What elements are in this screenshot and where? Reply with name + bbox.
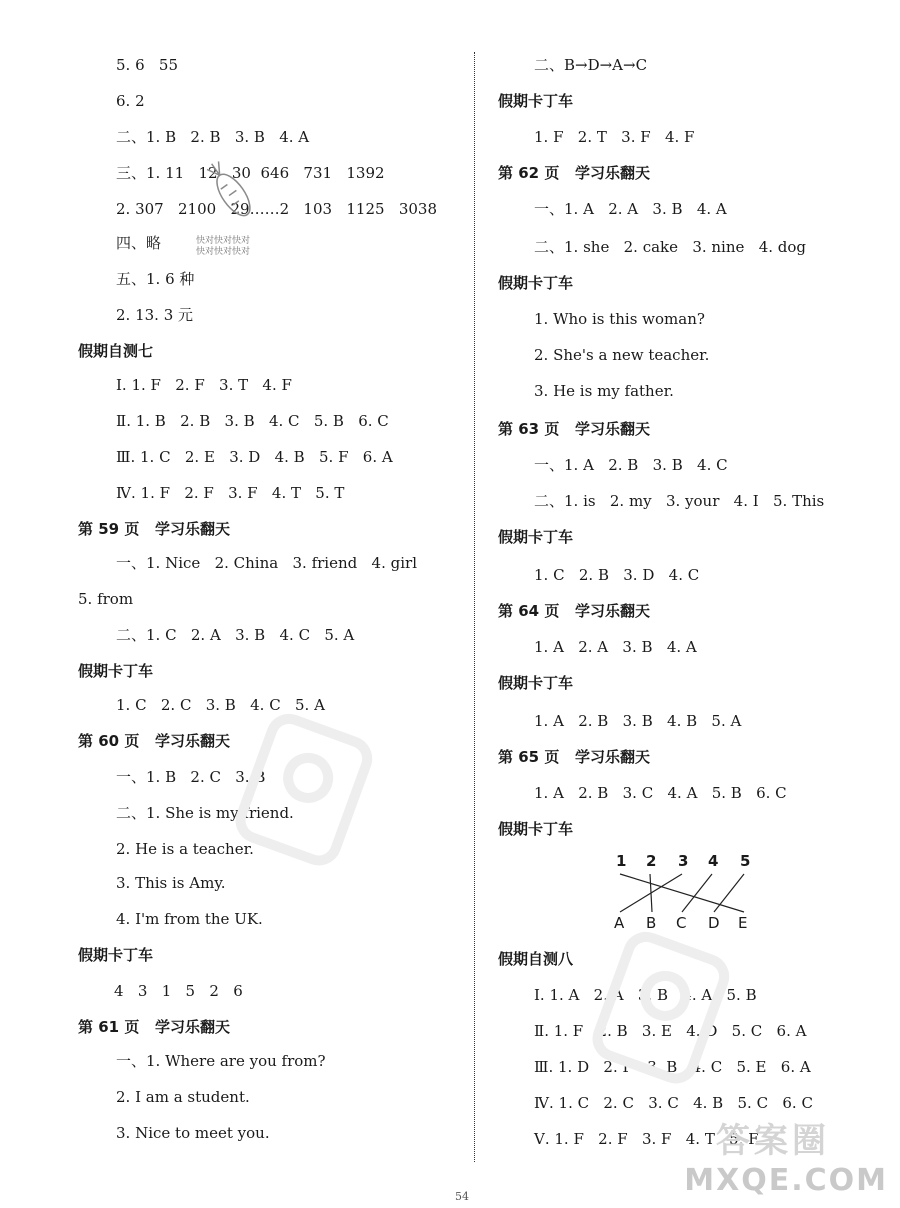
- section-heading: 假期卡丁车: [498, 274, 574, 292]
- answer-line: 2. She's a new teacher.: [534, 346, 710, 364]
- answer-line: 1. C 2. C 3. B 4. C 5. A: [116, 696, 325, 714]
- match-number: 1: [616, 852, 627, 870]
- answer-line: 3. Nice to meet you.: [116, 1124, 270, 1142]
- answer-line: 二、B→D→A→C: [534, 56, 648, 74]
- answer-line: 5. from: [78, 590, 134, 608]
- matching-diagram: [600, 852, 770, 942]
- section-heading: 假期卡丁车: [498, 92, 574, 110]
- answer-line: 1. C 2. B 3. D 4. C: [534, 566, 700, 584]
- watermark-brand: 答案圈: [716, 1121, 830, 1161]
- stamp-line: 快对快对快对: [196, 236, 251, 246]
- section-heading: 假期卡丁车: [78, 662, 154, 680]
- answer-line: Ⅱ. 1. F 2. B 3. E 4. D 5. C 6. A: [534, 1022, 807, 1040]
- page-number: 54: [455, 1190, 469, 1203]
- match-letter: B: [646, 914, 657, 932]
- answer-line: 二、1. B 2. B 3. B 4. A: [116, 128, 310, 146]
- answer-line: 4 3 1 5 2 6: [114, 982, 243, 1000]
- answer-line: 1. A 2. A 3. B 4. A: [534, 638, 697, 656]
- section-heading: 假期卡丁车: [78, 946, 154, 964]
- match-number: 2: [646, 852, 657, 870]
- answer-line: Ⅳ. 1. F 2. F 3. F 4. T 5. T: [116, 484, 345, 502]
- section-heading: 第 65 页 学习乐翻天: [498, 748, 650, 766]
- answer-line: 1. F 2. T 3. F 4. F: [534, 128, 695, 146]
- section-heading: 假期卡丁车: [498, 674, 574, 692]
- match-letter: C: [676, 914, 687, 932]
- answer-line: 二、1. is 2. my 3. your 4. I 5. This: [534, 492, 825, 510]
- section-heading: 假期卡丁车: [498, 528, 574, 546]
- section-heading: 第 61 页 学习乐翻天: [78, 1018, 230, 1036]
- match-line: [620, 874, 682, 912]
- answer-line: 一、1. Where are you from?: [116, 1052, 326, 1070]
- stamp-text: [196, 236, 250, 258]
- section-heading: 假期自测七: [78, 342, 154, 360]
- section-heading: 第 59 页 学习乐翻天: [78, 520, 230, 538]
- answer-line: 4. I'm from the UK.: [116, 910, 263, 928]
- match-letter: D: [708, 914, 720, 932]
- match-line: [682, 874, 712, 912]
- answer-line: 二、1. she 2. cake 3. nine 4. dog: [534, 238, 807, 256]
- answer-line: Ⅲ. 1. D 2. F 3. B 4. C 5. E 6. A: [534, 1058, 811, 1076]
- match-line: [714, 874, 744, 912]
- answer-line: 二、1. C 2. A 3. B 4. C 5. A: [116, 626, 355, 644]
- answer-line: 一、1. Nice 2. China 3. friend 4. girl: [116, 554, 417, 572]
- answer-line: Ⅰ. 1. A 2. A 3. B 4. A 5. B: [534, 986, 757, 1004]
- match-letter: E: [738, 914, 748, 932]
- answer-line: 三、1. 11 12 30 646 731 1392: [116, 164, 385, 182]
- answer-line: 5. 6 55: [116, 56, 179, 74]
- section-heading: 第 60 页 学习乐翻天: [78, 732, 230, 750]
- answer-line: 五、1. 6 种: [116, 270, 195, 288]
- answer-line: 四、略: [116, 234, 162, 252]
- section-heading: 第 62 页 学习乐翻天: [498, 164, 650, 182]
- answer-line: 2. 307 2100 29……2 103 1125 3038: [116, 200, 438, 218]
- answer-line: 2. 13. 3 元: [116, 306, 194, 324]
- match-number: 4: [708, 852, 719, 870]
- answer-line: Ⅳ. 1. C 2. C 3. C 4. B 5. C 6. C: [534, 1094, 813, 1112]
- answer-line: 一、1. A 2. B 3. B 4. C: [534, 456, 728, 474]
- match-number: 3: [678, 852, 689, 870]
- section-heading: 假期自测八: [498, 950, 574, 968]
- answer-line: Ⅲ. 1. C 2. E 3. D 4. B 5. F 6. A: [116, 448, 393, 466]
- section-heading: 第 63 页 学习乐翻天: [498, 420, 650, 438]
- answer-line: 6. 2: [116, 92, 145, 110]
- answer-line: 2. I am a student.: [116, 1088, 250, 1106]
- answer-line: Ⅱ. 1. B 2. B 3. B 4. C 5. B 6. C: [116, 412, 389, 430]
- answer-line: Ⅰ. 1. F 2. F 3. T 4. F: [116, 376, 292, 394]
- answer-line: 二、1. She is my friend.: [116, 804, 294, 822]
- answer-line: Ⅴ. 1. F 2. F 3. F 4. T 5. F: [534, 1130, 759, 1148]
- answer-line: 1. A 2. B 3. B 4. B 5. A: [534, 712, 742, 730]
- answer-line: 一、1. A 2. A 3. B 4. A: [534, 200, 727, 218]
- answer-line: 1. Who is this woman?: [534, 310, 705, 328]
- column-divider: [474, 52, 475, 1162]
- answer-line: 3. This is Amy.: [116, 874, 226, 892]
- answer-line: 2. He is a teacher.: [116, 840, 254, 858]
- answer-line: 1. A 2. B 3. C 4. A 5. B 6. C: [534, 784, 787, 802]
- answer-line: 一、1. B 2. C 3. B: [116, 768, 266, 786]
- match-letter: A: [614, 914, 625, 932]
- watermark-url: MXQE.COM: [684, 1163, 888, 1198]
- stamp-line: 快对快对快对: [196, 247, 251, 257]
- match-lines: [600, 852, 770, 942]
- section-heading: 假期卡丁车: [498, 820, 574, 838]
- match-line: [620, 874, 744, 912]
- match-number: 5: [740, 852, 751, 870]
- section-heading: 第 64 页 学习乐翻天: [498, 602, 650, 620]
- answer-line: 3. He is my father.: [534, 382, 674, 400]
